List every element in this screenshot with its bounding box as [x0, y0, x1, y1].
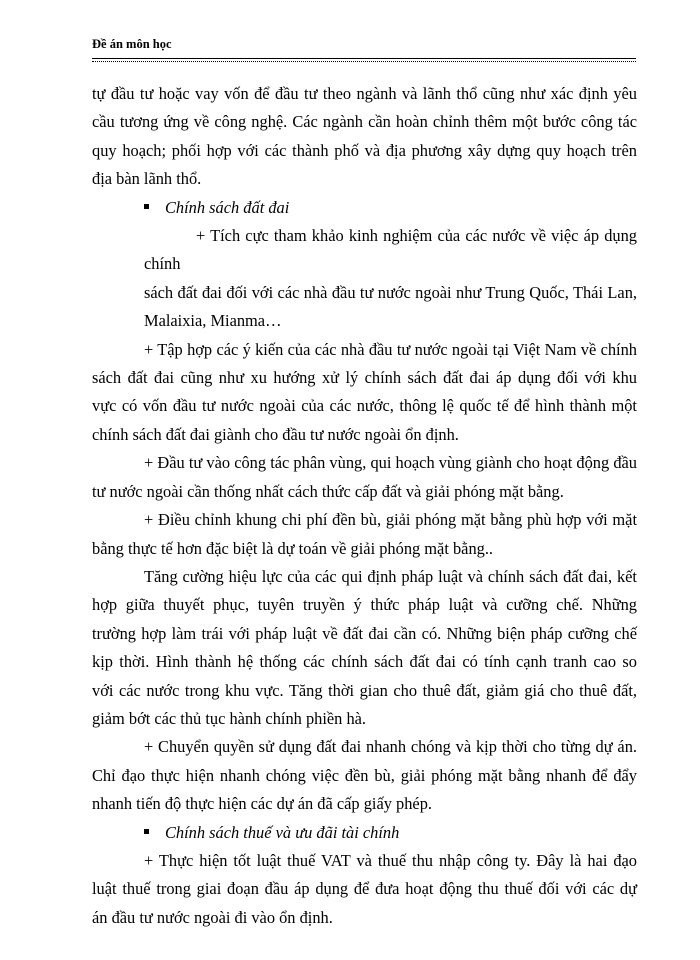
- text-line: + Chuyển quyền sử dụng đất đai nhanh chóng và kịp thời cho từng dự án.: [144, 737, 637, 757]
- section-heading-text: Chính sách thuế và ưu đãi tài chính: [165, 822, 400, 842]
- section-heading: [92, 819, 637, 847]
- text-line: hợp giữa thuyết phục, tuyên truyền ý thức pháp luật và cưỡng chế. Những: [92, 595, 637, 615]
- text-line: + Tập hợp các ý kiến của các nhà đầu tư nước ngoài tại Việt Nam về chính: [144, 339, 637, 359]
- text-line: vực có vốn đầu tư nước ngoài của các nước, thông lệ quốc tế để hình thành một: [92, 396, 637, 416]
- text-line: + Thực hiện tốt luật thuế VAT và thuế thu nhập công ty. Đây là hai đạo: [144, 850, 637, 870]
- text-line: trường hợp làm trái với pháp luật về đất đai cần có. Những biện pháp cưỡng chế: [92, 623, 637, 643]
- paragraph: [92, 336, 637, 450]
- section-heading: [92, 194, 637, 222]
- text-line: giảm bớt các thủ tục hành chính phiền hà.: [92, 708, 367, 728]
- paragraph: [92, 80, 637, 194]
- text-line: tư nước ngoài cần thống nhất cách thức cấp đất và giải phóng mặt bằng.: [92, 481, 564, 501]
- text-line: luật thuế trong giai đoạn đầu áp dụng để đưa hoạt động thu thuế đối với các dự: [92, 879, 637, 899]
- text-line: nhanh tiến độ thực hiện các dự án đã cấp giấy phép.: [92, 794, 432, 814]
- text-line: chính sách đất đai giành cho đầu tư nước ngoài ổn định.: [92, 424, 459, 444]
- square-bullet-icon: [144, 829, 149, 834]
- text-line: địa bàn lãnh thổ.: [92, 169, 202, 189]
- paragraph: [92, 506, 637, 563]
- text-line: tự đầu tư hoặc vay vốn để đầu tư theo ngành và lãnh thổ cũng như xác định yêu: [92, 84, 637, 103]
- document-header: Đề án môn học: [92, 37, 172, 51]
- text-line: sách đất đai đối với các nhà đầu tư nước ngoài như Trung Quốc, Thái Lan,: [144, 282, 637, 302]
- text-line: cầu tương ứng về công nghệ. Các ngành cần hoàn chỉnh thêm một bước công tác: [92, 112, 637, 132]
- text-line: quy hoạch; phối hợp với các thành phố và địa phương xây dựng quy hoạch trên: [92, 140, 637, 160]
- text-line: kịp thời. Hình thành hệ thống các chính sách đất đai có tính cạnh tranh cao so: [92, 652, 637, 672]
- text-line: + Đầu tư vào công tác phân vùng, qui hoạch vùng giành cho hoạt động đầu: [144, 453, 637, 473]
- text-line: bằng thực tế hơn đặc biệt là dự toán về giải phóng mặt bằng..: [92, 538, 494, 558]
- paragraph: [92, 563, 637, 733]
- header-rule: [92, 58, 636, 59]
- text-line: với các nước trong khu vực. Tăng thời gian cho thuê đất, giảm giá cho thuê đất,: [92, 680, 637, 700]
- page-body: [92, 80, 637, 932]
- paragraph: [92, 222, 637, 336]
- text-line: sách đất đai cũng như xu hướng xử lý chính sách đất đai áp dụng đối với khu: [92, 368, 637, 388]
- text-line: án đầu tư nước ngoài đi vào ổn định.: [92, 907, 333, 927]
- text-line: Tăng cường hiệu lực của các qui định pháp luật và chính sách đất đai, kết: [144, 566, 637, 586]
- text-line: + Điều chỉnh khung chi phí đền bù, giải phóng mặt bằng phù hợp với mặt: [144, 510, 637, 530]
- paragraph: [92, 847, 637, 932]
- text-line: Chỉ đạo thực hiện nhanh chóng việc đền bù, giải phóng mặt bằng nhanh để đẩy: [92, 765, 637, 785]
- section-heading-text: Chính sách đất đai: [165, 197, 290, 217]
- header-rule-dotted: [92, 61, 636, 62]
- square-bullet-icon: [144, 204, 149, 209]
- paragraph: [92, 449, 637, 506]
- text-line: + Tích cực tham khảo kinh nghiệm của các nước về việc áp dụng chính: [144, 226, 637, 274]
- text-line: Malaixia, Mianma…: [144, 311, 282, 331]
- paragraph: [92, 733, 637, 818]
